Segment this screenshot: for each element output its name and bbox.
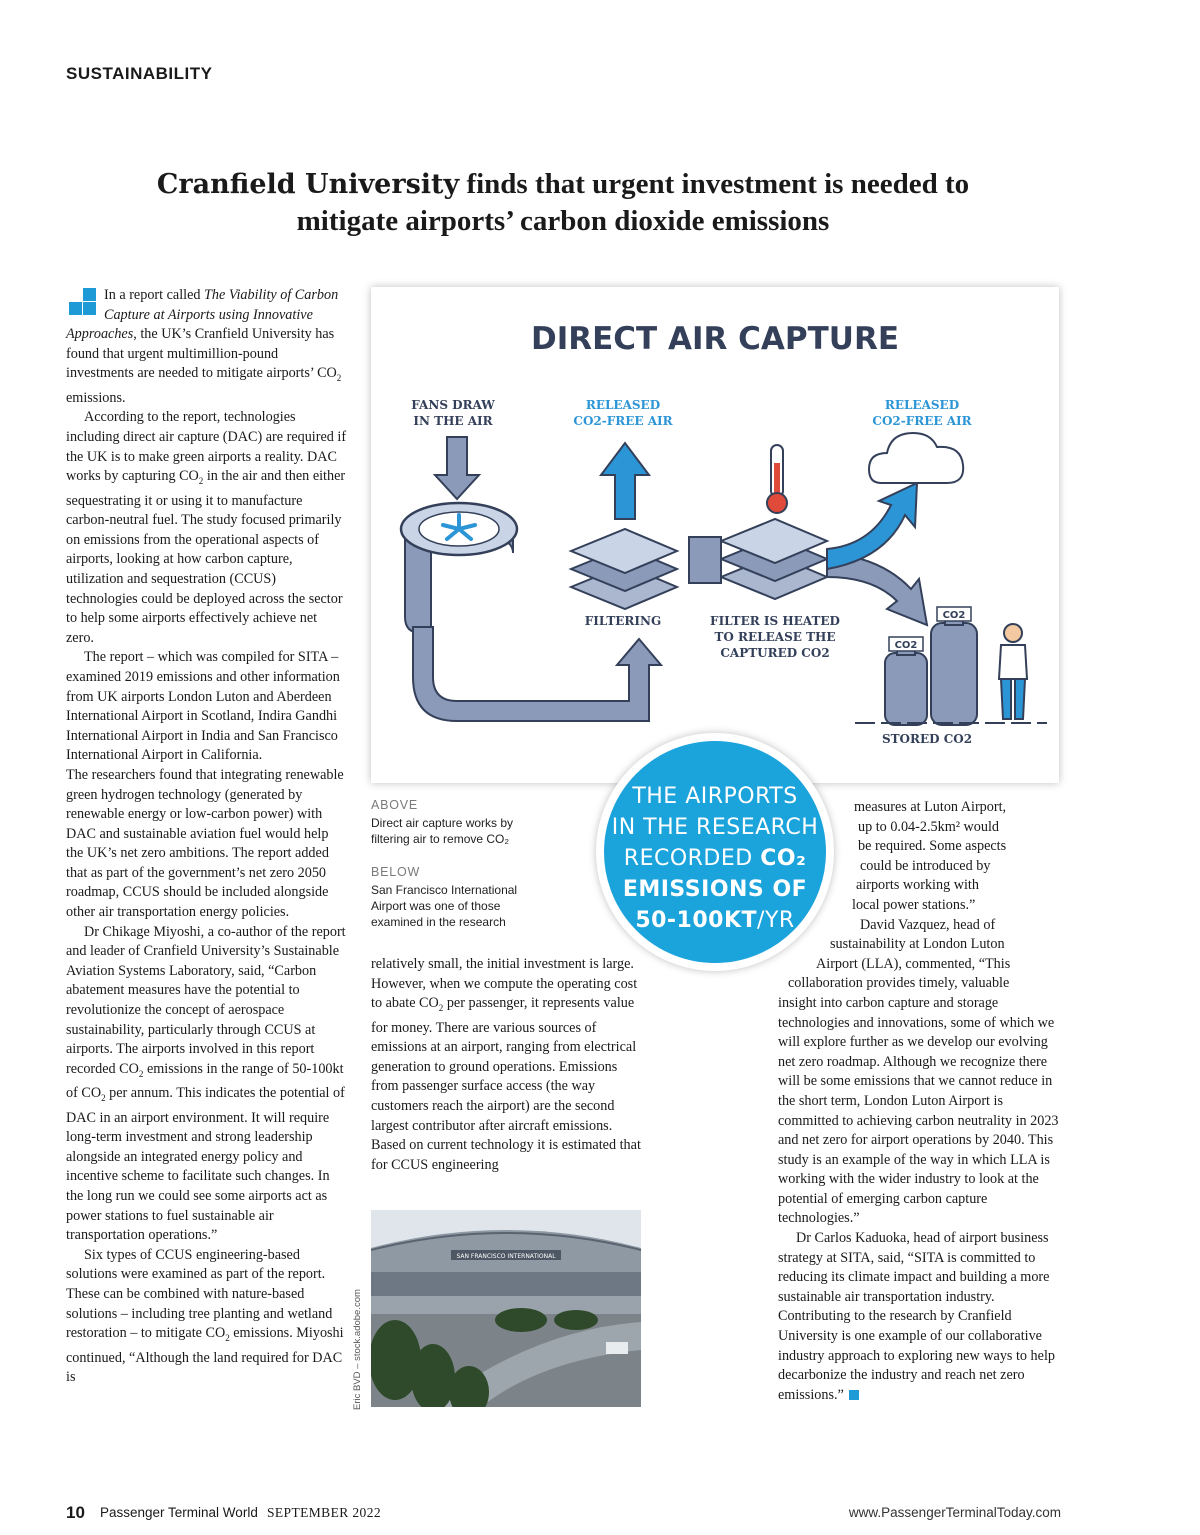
- label-released-2a: RELEASED: [884, 398, 960, 412]
- caption-above-text: Direct air capture works by filtering air to remove CO₂: [371, 816, 514, 846]
- intake-arrow-icon: [435, 437, 479, 499]
- label-heated-1: FILTER IS HEATED: [710, 614, 840, 628]
- caption-above-head: ABOVE: [371, 798, 419, 812]
- label-released-2b: CO2-FREE AIR: [872, 414, 972, 428]
- badge-line-4: EMISSIONS OF: [622, 877, 808, 902]
- label-fans-2: IN THE AIR: [413, 414, 493, 428]
- label-heated-2: TO RELEASE THE: [714, 630, 836, 644]
- label-heated-3: CAPTURED CO2: [720, 646, 830, 660]
- wrapped-line: local power stations.”: [852, 896, 976, 913]
- co2-tank-icons: [885, 607, 977, 725]
- paragraph: Dr Chikage Miyoshi, a co-author of the report and leader of Cranfield University’s Sustainable Aviation Systems Laboratory, said, “Carbon abatement measures have the potential to revolutionize the concept of aerospace sustainability, particularly through CCUS at airports. The airports involved in this report recorded $CO_2$ emissions in the range of 50-100kt of $CO_2$ per annum. This indicates the potential of DAC in an airport environment. It will require long-term investment and strong leadership alongside an integrated energy policy and incentive scheme to facilitate such changes. In the long run we could see some airports act as power stations to fuel sustainable air transportation operations.”: [66, 923, 346, 1244]
- website-url[interactable]: www.PassengerTerminalToday.com: [848, 1505, 1061, 1520]
- paragraph: Six types of CCUS engineering-based solutions were examined as part of the report. These can be combined with nature-based solutions – including tree planting and wetland restoration – to mitigate $CO_2$ emissions. Miyoshi continued, “Although the land required for DAC is: [66, 1246, 344, 1386]
- paragraph: insight into carbon capture and storage technologies and innovations, some of which we will explore further as we develop our evolving net zero roadmap. Although we recognize there will be some emissions that we cannot reduce in the short term, London Luton Airport is committed to achieving carbon neutrality in 2023 and net zero for airport operations by 2040. This study is an example of the way in which LLA is working with the wider industry to look at the potential of emerging carbon capture technologies.”: [778, 994, 1059, 1227]
- article-column-1: [66, 286, 348, 1388]
- paragraph: In a report called The Viability of Carbon Capture at Airports using Innovative Approaches, the UK’s Cranfield University has found that urgent multimillion-pound investments are needed to mitigate airports’ $CO_2$ emissions.: [66, 287, 342, 406]
- badge-line-1: THE AIRPORTS: [632, 784, 798, 809]
- headline-bold: Cranfield University: [156, 169, 460, 200]
- paragraph: The report – which was compiled for SITA – examined 2019 emissions and other information from UK airports London Luton and Aberdeen International Airport in Scotland, Indira Gandhi International Airport in India and San Francisco International Airport in California.: [66, 649, 340, 764]
- wrapped-line: could be introduced by: [860, 857, 991, 874]
- badge-line-5: 50-100KT/YR: [635, 908, 795, 933]
- paragraph: relatively small, the initial investment is large. However, when we compute the operating cost to abate $CO_2$ per passenger, it represents value for money. There are various sources of emissions at an airport, ranging from electrical generation to ground operations. Emissions from passenger surface access (the way customers reach the airport) are the second largest contributor after aircraft emissions. Based on current technology it is estimated that for CCUS engineering: [371, 956, 641, 1173]
- photo-credit: Eric BVD – stock.adobe.com: [352, 1289, 363, 1410]
- caption-below-head: BELOW: [371, 865, 421, 879]
- headline: [120, 166, 1006, 239]
- page-number: 10: [66, 1503, 85, 1522]
- infographic-title: DIRECT AIR CAPTURE: [530, 321, 900, 357]
- captions: [371, 798, 551, 948]
- wrapped-line: up to 0.04-2.5km² would: [858, 818, 1000, 835]
- wrapped-line: collaboration provides timely, valuable: [788, 975, 1010, 992]
- badge-line-2: IN THE RESEARCH: [611, 815, 819, 840]
- direct-air-capture-infographic: [371, 287, 1059, 783]
- label-filtering: FILTERING: [584, 614, 662, 628]
- thermometer-icon: [767, 445, 787, 513]
- paragraph: Dr Carlos Kaduoka, head of airport business strategy at SITA, said, “SITA is committed to reducing its climate impact and building a more sustainable air transportation industry. Contributing to the research by Cranfield University is one example of our collaborative industry approach to exploring new ways to help decarbonize the industry and reach net zero emissions.”: [778, 1230, 1055, 1403]
- label-fans-1: FANS DRAW: [411, 398, 495, 412]
- magazine-name: Passenger Terminal World: [100, 1505, 258, 1520]
- wrapped-line: David Vazquez, head of: [860, 916, 996, 933]
- tank-label-b: CO2: [942, 610, 966, 621]
- section-label: SUSTAINABILITY: [66, 64, 213, 83]
- end-mark-icon: [849, 1390, 859, 1400]
- paragraph: According to the report, technologies including direct air capture (DAC) are required if the UK is to make green airports a reality. DAC works by capturing $CO_2$ in the air and then either sequestrating it or using it to manufacture carbon-neutral fuel. The study focused primarily on emissions from the operational aspects of airports, looking at how carbon capture, utilization and sequestration (CCUS) technologies could be deployed across the sector to help some airports effectively achieve net zero.: [66, 409, 347, 646]
- stat-badge: [596, 733, 834, 971]
- person-icon: [999, 624, 1027, 719]
- terminal-sign: SAN FRANCISCO INTERNATIONAL: [456, 1253, 556, 1260]
- airport-photo: [371, 1210, 641, 1407]
- released-air-arrow-icon: [601, 443, 649, 519]
- cloud-icon: [869, 433, 963, 483]
- label-released-1a: RELEASED: [585, 398, 661, 412]
- wrapped-line: measures at Luton Airport,: [854, 799, 1007, 815]
- wrapped-line: airports working with: [856, 877, 979, 894]
- paragraph: The researchers found that integrating renewable green hydrogen technology (generated by renewable energy or low-carbon power) with DAC and sustainable aviation fuel would help the UK’s net zero ambitions. The report added that as part of the government’s net zero 2050 roadmap, CCUS should be included alongside other air transportation energy policies.: [66, 766, 344, 921]
- tank-label-a: CO2: [894, 640, 918, 651]
- filter-stack-icon: [571, 529, 677, 609]
- issue-date: SEPTEMBER 2022: [267, 1505, 381, 1520]
- wrapped-line: be required. Some aspects: [858, 838, 1007, 855]
- fan-icon: [401, 503, 517, 633]
- heated-filter-icon: [721, 519, 827, 599]
- airport-photo-svg: [371, 1210, 641, 1407]
- wrapped-line: Airport (LLA), commented, “This: [816, 955, 1011, 972]
- dropcap-squares-icon: [66, 288, 98, 318]
- pipe-arrow-icon: [413, 627, 661, 721]
- label-released-1b: CO2-FREE AIR: [573, 414, 673, 428]
- caption-below-text: San Francisco International Airport was one of those examined in the research: [371, 883, 518, 929]
- label-stored: STORED CO2: [881, 732, 973, 746]
- headline-rest: finds that urgent investment is needed to mitigate airports’ carbon dioxide emissions: [296, 168, 970, 237]
- wrapped-line: sustainability at London Luton: [830, 936, 1005, 953]
- infographic-svg: [371, 287, 1059, 783]
- article-column-3-body: [778, 994, 1063, 1405]
- badge-line-3: RECORDED CO₂: [623, 846, 807, 871]
- article-column-2: [371, 955, 641, 1175]
